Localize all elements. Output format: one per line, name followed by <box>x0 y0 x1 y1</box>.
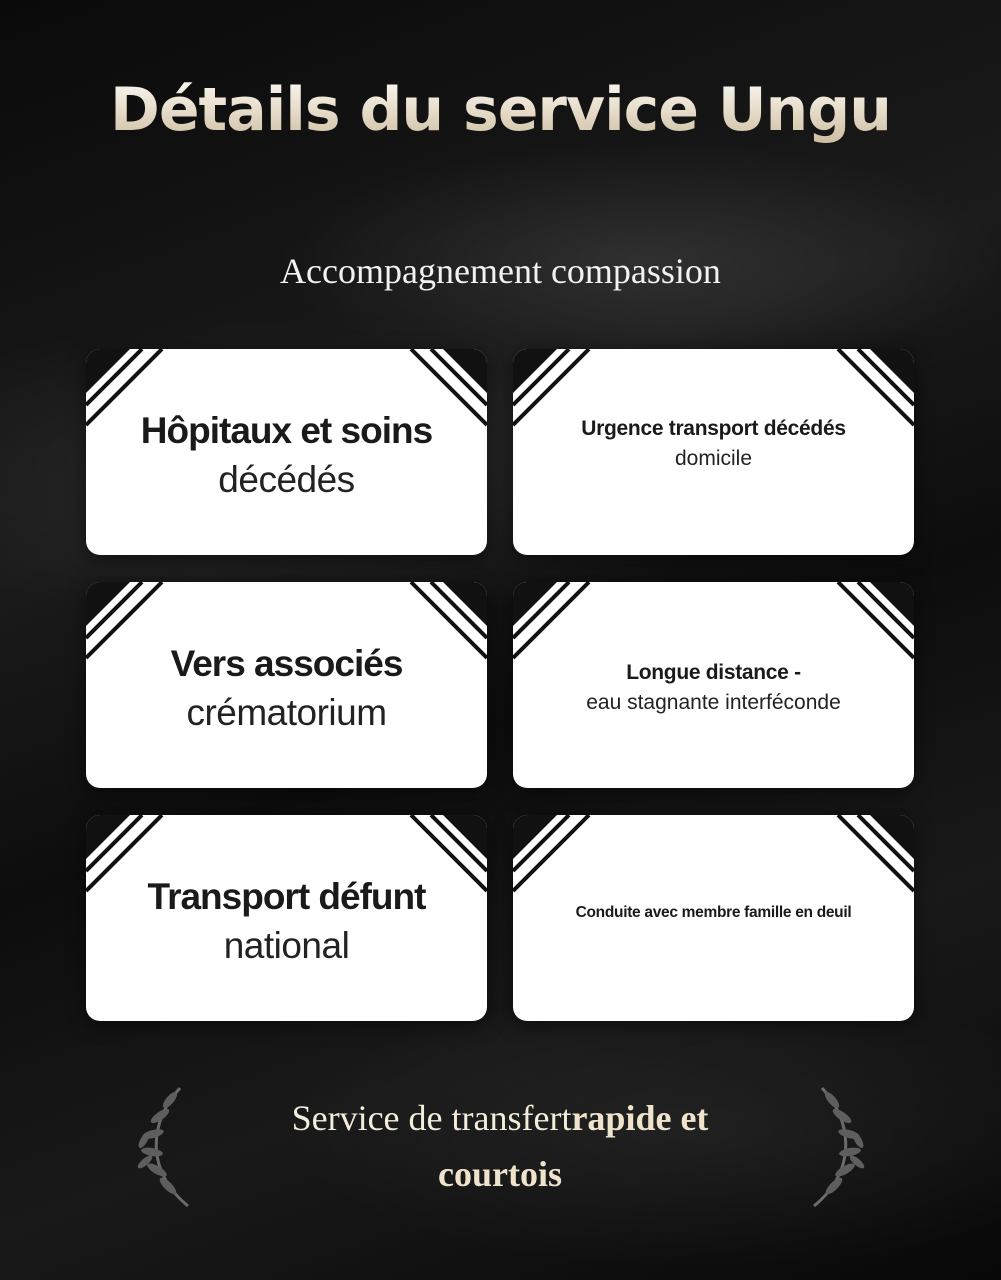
mourning-ribbon-corner-icon <box>834 582 914 662</box>
laurel-branch-right-icon <box>802 1080 872 1210</box>
card-subtitle: national <box>223 925 350 966</box>
card-title: Longue distance - <box>626 661 801 684</box>
card-title: Conduite avec membre famille en deuil <box>575 904 852 921</box>
service-card-hospitals <box>86 349 487 555</box>
card-title: Hôpitaux et soins <box>140 410 433 451</box>
mourning-ribbon-corner-icon <box>407 349 487 429</box>
service-card-national-transport <box>86 815 487 1021</box>
mourning-ribbon-corner-icon <box>513 582 593 662</box>
service-card-family-escort <box>513 815 914 1021</box>
mourning-ribbon-corner-icon <box>407 582 487 662</box>
card-title: Urgence transport décédés <box>581 417 846 440</box>
card-title: Transport défunt <box>147 876 426 917</box>
mourning-ribbon-corner-icon <box>834 815 914 895</box>
service-card-long-distance <box>513 582 914 788</box>
card-title: Vers associés <box>170 643 403 684</box>
mourning-ribbon-corner-icon <box>86 349 166 429</box>
footer-tagline <box>250 1090 750 1202</box>
service-card-crematorium <box>86 582 487 788</box>
mourning-ribbon-corner-icon <box>513 815 593 895</box>
mourning-ribbon-corner-icon <box>86 582 166 662</box>
laurel-branch-left-icon <box>130 1080 200 1210</box>
footer-prefix: Service de transfert <box>291 1098 572 1138</box>
mourning-ribbon-corner-icon <box>86 815 166 895</box>
card-subtitle: eau stagnante interféconde <box>586 691 841 714</box>
page-title: Détails du service Ungu <box>0 70 1001 150</box>
footer-accent: rapide et <box>571 1098 709 1138</box>
mourning-ribbon-corner-icon <box>407 815 487 895</box>
mourning-ribbon-corner-icon <box>834 349 914 429</box>
card-subtitle: décédés <box>218 459 355 500</box>
service-card-emergency-transport <box>513 349 914 555</box>
footer-line2: courtois <box>438 1154 562 1194</box>
mourning-ribbon-corner-icon <box>513 349 593 429</box>
card-subtitle: crématorium <box>186 692 387 733</box>
page-subtitle: Accompagnement compassion <box>280 251 721 291</box>
card-subtitle: domicile <box>674 447 753 470</box>
